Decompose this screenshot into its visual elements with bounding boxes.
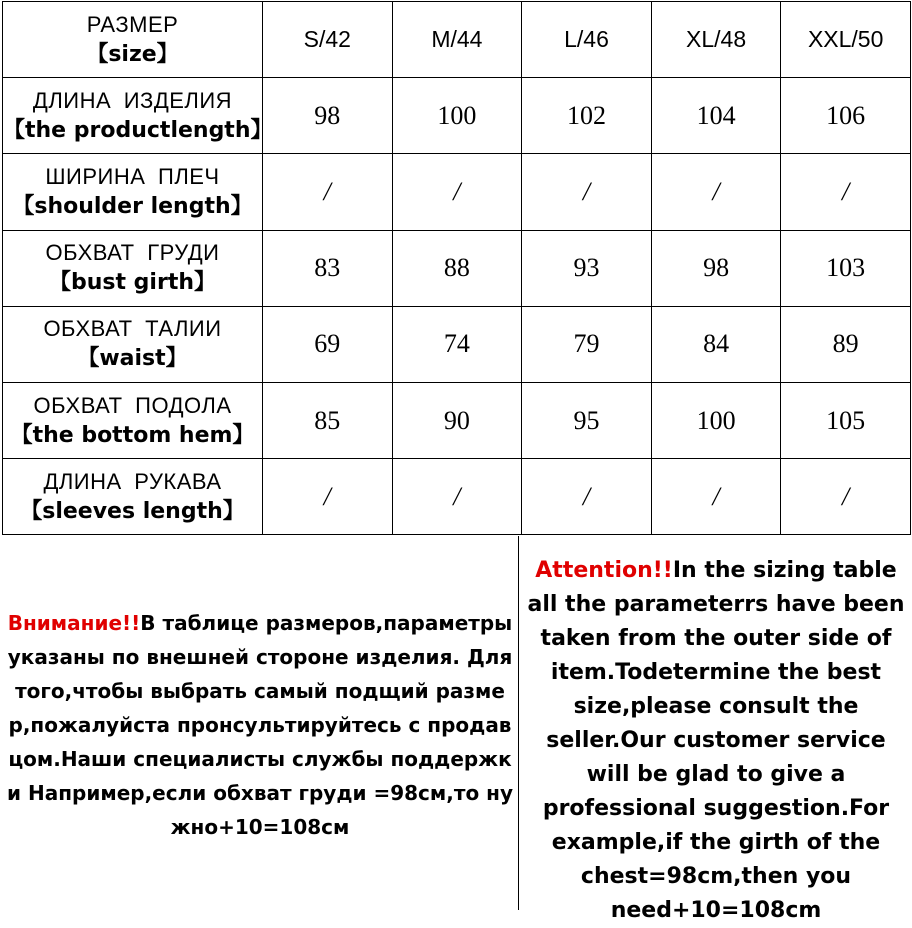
row-label-en: 【sleeves length】	[20, 498, 245, 524]
row-label-cell	[3, 154, 263, 230]
value-cell: /	[263, 459, 393, 535]
row-label-en: 【shoulder length】	[12, 193, 253, 219]
row-label-ru: ОБХВАТ ТАЛИИ	[43, 316, 222, 342]
value-cell: 85	[263, 382, 393, 458]
value-cell: /	[263, 154, 393, 230]
row-label-cell	[3, 230, 263, 306]
note-english	[524, 554, 908, 928]
header-label-cell	[3, 2, 263, 78]
value-cell: 69	[263, 306, 393, 382]
value-cell: /	[392, 459, 522, 535]
size-header: XL/48	[651, 2, 781, 78]
row-label-en: 【the bottom hem】	[10, 422, 255, 448]
row-label-en: 【waist】	[77, 346, 188, 372]
value-cell: 104	[651, 78, 781, 154]
note-text-en: In the sizing table all the parameterrs have been taken from the outer side of item.Todetermine the best size,please consult the seller.Our customer service will be glad to give a professional suggestion.For example,if the girth of the chest=98cm,then you need+10=108cm	[527, 558, 905, 923]
note-text-ru: В таблице размеров,параметры указаны по внешней стороне изделия. Для того,чтобы выбрать самый подщий размер,пожалуйста пронсультируйтесь с продавцом.Наши специалисты службы поддержки Например,если обхват груди =98см,то нужно+10=108см	[6, 611, 513, 839]
value-cell: 74	[392, 306, 522, 382]
value-cell: /	[651, 154, 781, 230]
value-cell: 100	[392, 78, 522, 154]
row-label-en: 【the productlength】	[3, 117, 273, 143]
row-label-cell	[3, 78, 273, 154]
value-cell: /	[522, 154, 652, 230]
value-cell: 93	[522, 230, 652, 306]
value-cell: 90	[392, 382, 522, 458]
note-russian	[6, 606, 514, 844]
row-label-ru: ОБХВАТ ПОДОЛА	[33, 392, 232, 418]
value-cell: 88	[392, 230, 522, 306]
value-cell: 83	[263, 230, 393, 306]
notes-section	[0, 536, 912, 923]
table-row-bust-girth	[3, 230, 911, 306]
value-cell: 89	[781, 306, 911, 382]
attention-label-ru: Внимание!!	[7, 611, 141, 635]
size-chart-table	[2, 1, 911, 535]
size-header: L/46	[522, 2, 652, 78]
table-header-row	[3, 2, 911, 78]
value-cell: 95	[522, 382, 652, 458]
row-label-ru: ОБХВАТ ГРУДИ	[45, 240, 220, 266]
table-row-product-length	[3, 78, 911, 154]
header-label-ru: РАЗМЕР	[86, 11, 179, 37]
row-label-cell	[3, 459, 263, 535]
value-cell: /	[522, 459, 652, 535]
row-label-ru: ДЛИНА ИЗДЕЛИЯ	[32, 87, 233, 113]
value-cell: /	[392, 154, 522, 230]
attention-label-en: Attention!!	[535, 558, 673, 583]
value-cell: 100	[651, 382, 781, 458]
value-cell: 102	[522, 78, 652, 154]
size-header: S/42	[263, 2, 393, 78]
size-header: M/44	[392, 2, 522, 78]
size-header: XXL/50	[781, 2, 911, 78]
table-row-shoulder-length	[3, 154, 911, 230]
value-cell: /	[781, 154, 911, 230]
table-row-waist	[3, 306, 911, 382]
value-cell: 105	[781, 382, 911, 458]
value-cell: 84	[651, 306, 781, 382]
value-cell: 106	[781, 78, 911, 154]
value-cell: 98	[263, 78, 393, 154]
table-row-sleeves-length	[3, 459, 911, 535]
value-cell: 103	[781, 230, 911, 306]
value-cell: 98	[651, 230, 781, 306]
value-cell: /	[781, 459, 911, 535]
table-row-bottom-hem	[3, 382, 911, 458]
row-label-cell	[3, 306, 263, 382]
header-label-en: 【size】	[86, 41, 179, 67]
value-cell: 79	[522, 306, 652, 382]
notes-divider	[518, 536, 519, 910]
row-label-ru: ДЛИНА РУКАВА	[43, 468, 222, 494]
row-label-ru: ШИРИНА ПЛЕЧ	[45, 163, 220, 189]
value-cell: /	[651, 459, 781, 535]
row-label-cell	[3, 382, 263, 458]
row-label-en: 【bust girth】	[49, 270, 216, 296]
